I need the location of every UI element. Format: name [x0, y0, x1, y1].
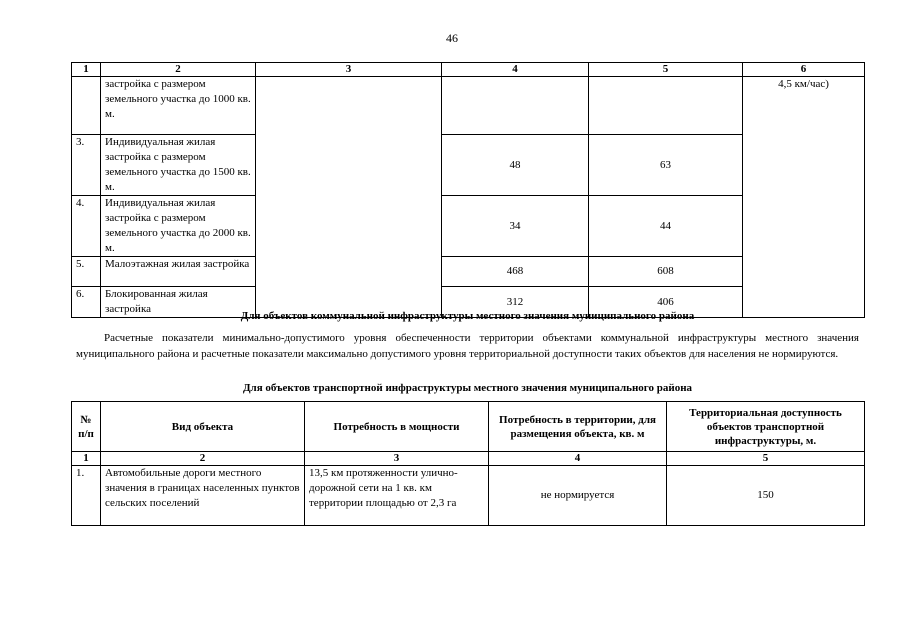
object-type-cell: застройка с размером земельного участка до 1000 кв. м.: [101, 77, 256, 135]
speed-note-cell: 4,5 км/час): [743, 77, 865, 318]
value-cell: 34: [442, 196, 589, 257]
page-number: 46: [446, 31, 458, 45]
column-number-row: [72, 63, 865, 77]
col-number: 4: [442, 63, 589, 77]
col-number: 2: [101, 63, 256, 77]
header-cell: № п/п: [72, 402, 101, 452]
column-number-row: [72, 452, 865, 466]
col-number: 5: [589, 63, 743, 77]
infrastructure-table-continued: [71, 62, 865, 318]
row-number-cell: 4.: [72, 196, 101, 257]
capacity-cell: 13,5 км протяженности улично-дорожной сети на 1 кв. км территории площадью от 2,3 га: [305, 466, 489, 526]
merged-cell: [256, 77, 442, 318]
value-cell: 608: [589, 257, 743, 287]
value-cell: 63: [589, 135, 743, 196]
col-number: 1: [72, 452, 101, 466]
header-cell: Территориальная доступность объектов транспортной инфраструктуры, м.: [667, 402, 865, 452]
section-heading-communal: Для объектов коммунальной инфраструктуры местного значения муниципального района: [240, 310, 695, 322]
col-number: 4: [489, 452, 667, 466]
value-cell: [589, 77, 743, 135]
object-type-cell: Индивидуальная жилая застройка с размером земельного участка до 1500 кв. м.: [101, 135, 256, 196]
table-header-row: [72, 402, 865, 452]
col-number: 3: [256, 63, 442, 77]
object-type-cell: Индивидуальная жилая застройка с размером земельного участка до 2000 кв. м.: [101, 196, 256, 257]
value-cell: 468: [442, 257, 589, 287]
row-number-cell: 1.: [72, 466, 101, 526]
object-type-cell: Автомобильные дороги местного значения в границах населенных пунктов сельских поселений: [101, 466, 305, 526]
table-row: [72, 466, 865, 526]
value-cell: 48: [442, 135, 589, 196]
header-cell: Потребность в территории, для размещения объекта, кв. м: [489, 402, 667, 452]
access-cell: 150: [667, 466, 865, 526]
territory-cell: не нормируется: [489, 466, 667, 526]
col-number: 6: [743, 63, 865, 77]
header-cell: Вид объекта: [101, 402, 305, 452]
header-cell: Потребность в мощности: [305, 402, 489, 452]
row-number-cell: 5.: [72, 257, 101, 287]
col-number: 5: [667, 452, 865, 466]
value-cell: 44: [589, 196, 743, 257]
row-number-cell: 6.: [72, 287, 101, 318]
col-number: 2: [101, 452, 305, 466]
row-number-cell: 3.: [72, 135, 101, 196]
table-row: [72, 77, 865, 135]
transport-infrastructure-table: [71, 401, 865, 526]
value-cell: 312: [442, 287, 589, 318]
communal-paragraph: Расчетные показатели минимально-допустимого уровня обеспеченности территории объектами коммунальной инфраструктуры местного значения муниципального района и расчетные показатели максимально допустимого уровня территориальной доступности таких объектов для населения не нормируются.: [76, 332, 859, 360]
value-cell: [442, 77, 589, 135]
section-heading-transport: Для объектов транспортной инфраструктуры местного значения муниципального района: [242, 382, 693, 394]
object-type-cell: Блокированная жилая застройка: [101, 287, 256, 318]
col-number: 1: [72, 63, 101, 77]
row-number-cell: [72, 77, 101, 135]
col-number: 3: [305, 452, 489, 466]
object-type-cell: Малоэтажная жилая застройка: [101, 257, 256, 287]
value-cell: 406: [589, 287, 743, 318]
